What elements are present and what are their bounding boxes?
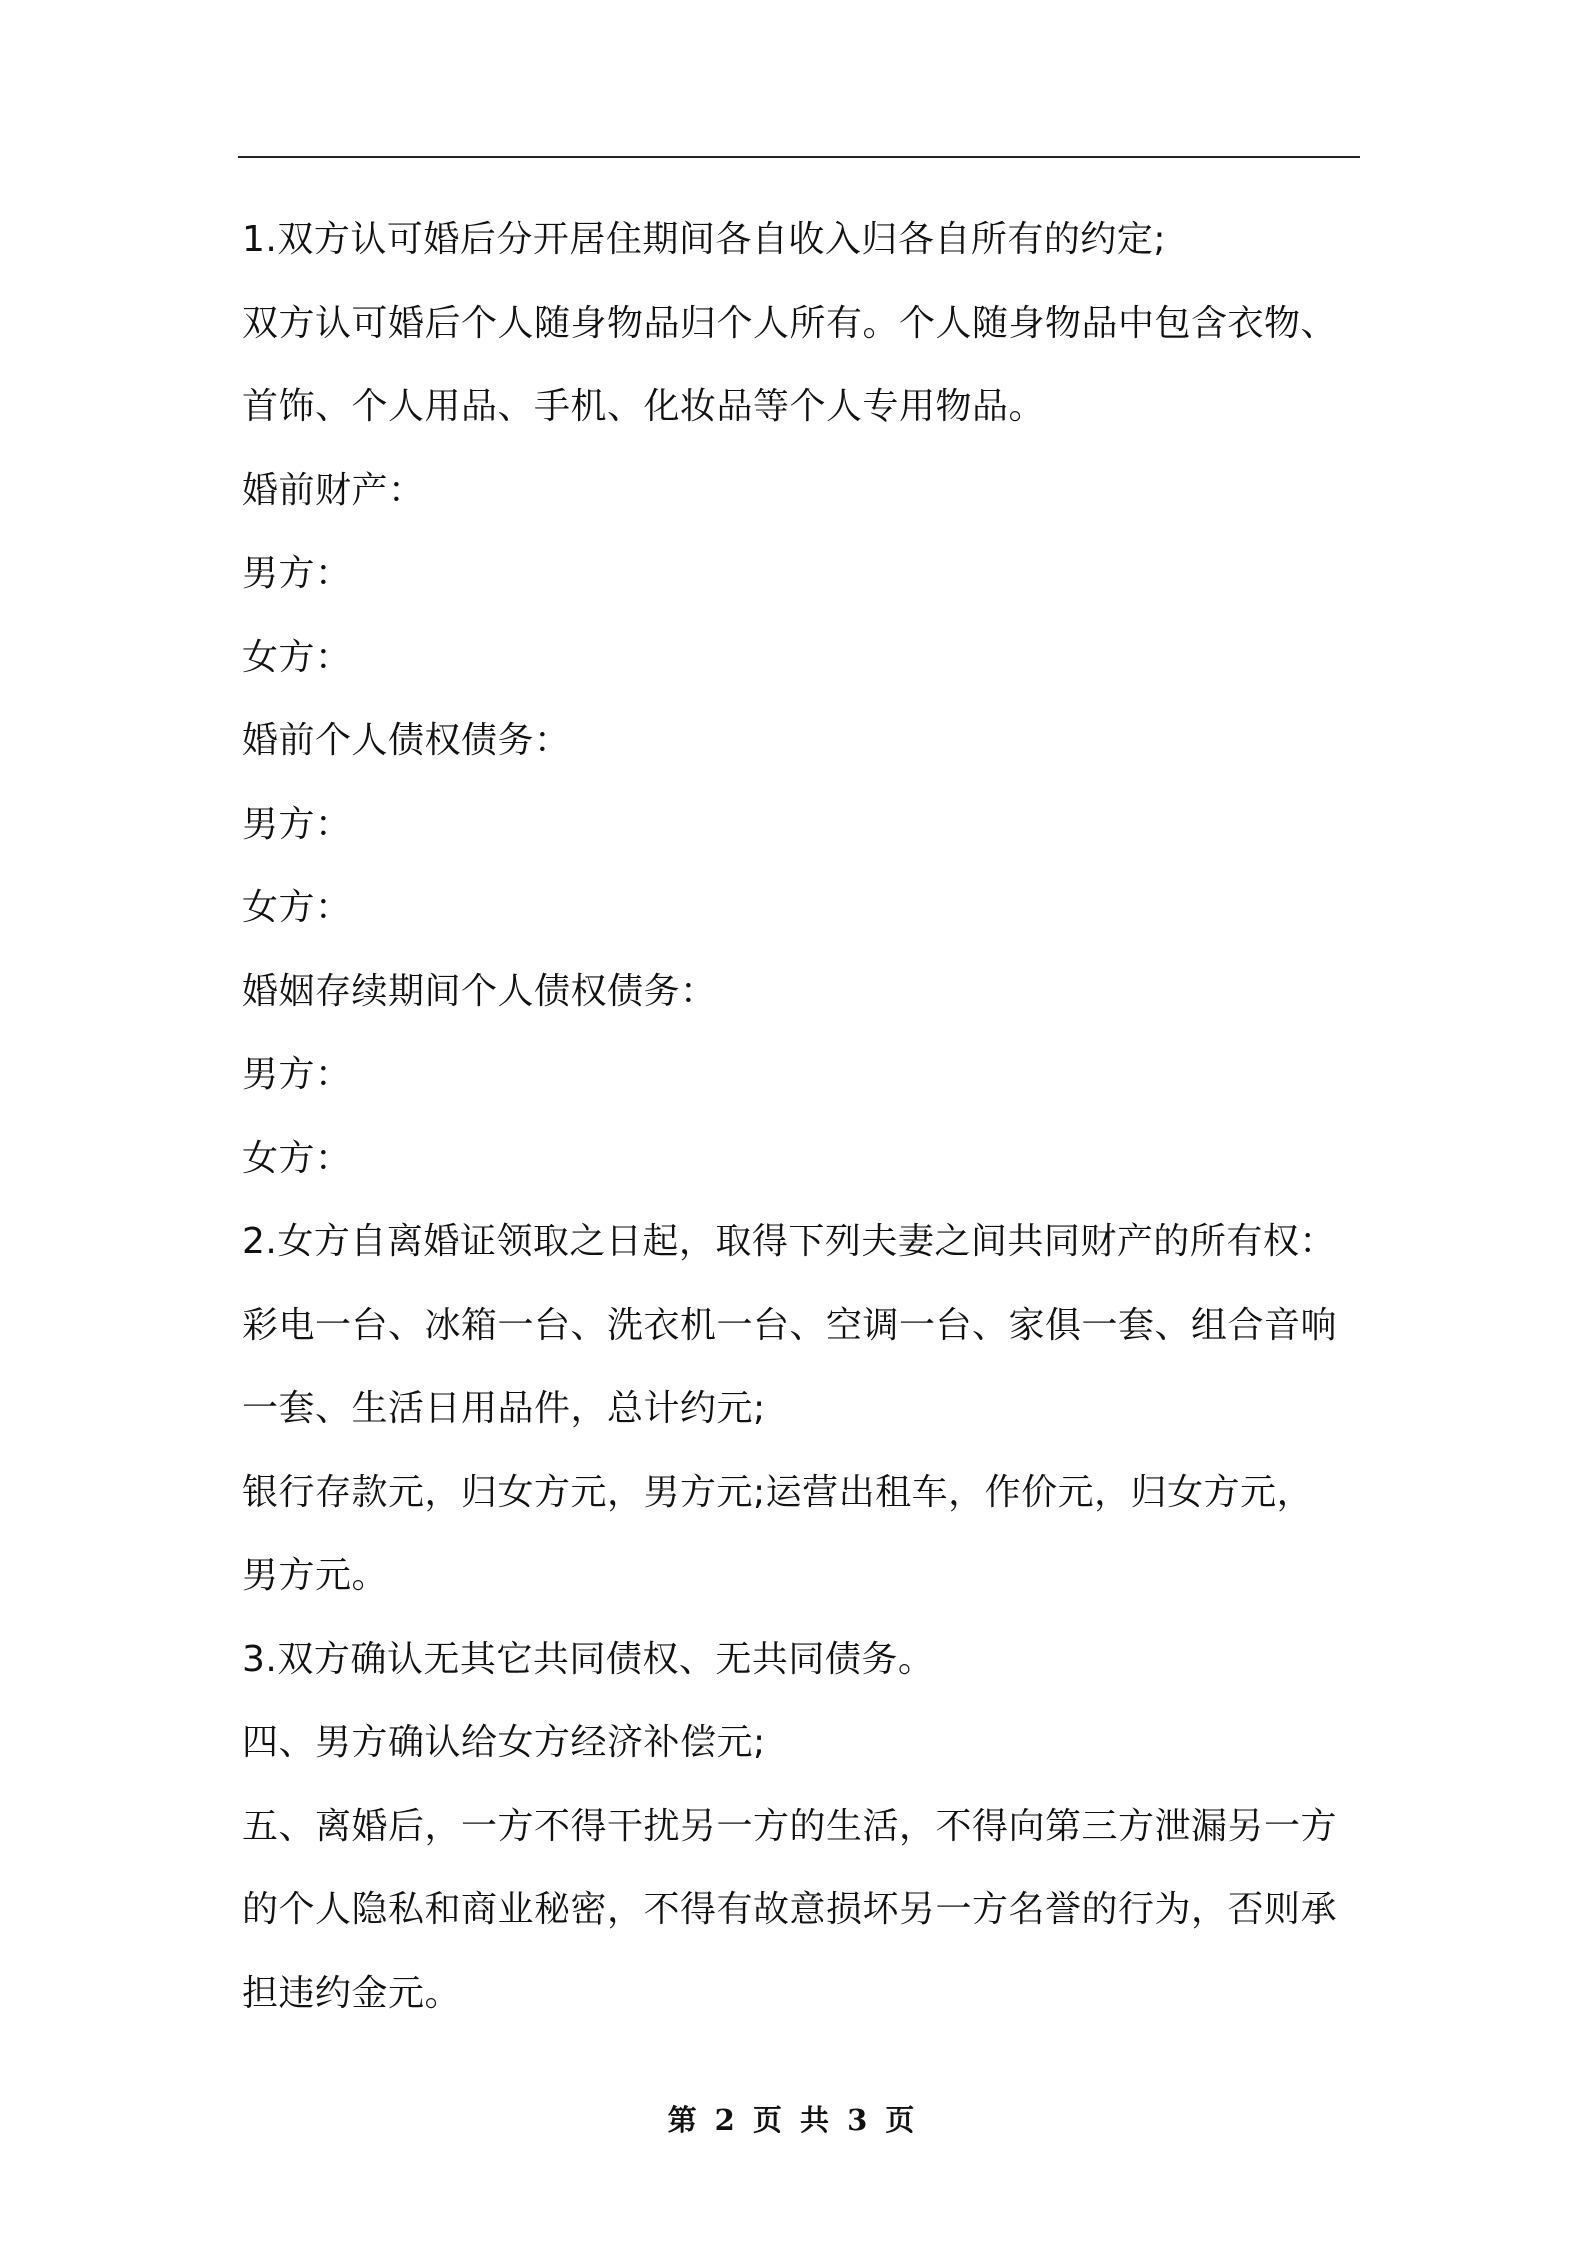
text-line: 女方： [242,1137,352,1179]
text-line: 男方元。 [242,1555,389,1596]
text-line: 3.双方确认无其它共同债权、无共同债务。 [242,1638,935,1680]
page-number: 第 2 页 共 3 页 [667,2103,919,2137]
text-line: 一套、生活日用品件，总计约元; [242,1388,766,1429]
text-line: 婚前财产： [242,469,425,511]
text-line: 1.双方认可婚后分开居住期间各自收入归各自所有的约定; [242,219,1166,260]
text-line: 双方认可婚后个人随身物品归个人所有。个人随身物品中包含衣物、 [242,302,1338,344]
text-line: 彩电一台、冰箱一台、洗衣机一台、空调一台、家俱一套、组合音响 [242,1304,1338,1346]
text-line: 男方： [242,1054,352,1095]
text-line: 五、离婚后，一方不得干扰另一方的生活，不得向第三方泄漏另一方 [242,1805,1338,1847]
text-line: 银行存款元，归女方元，男方元;运营出租车，作价元，归女方元， [242,1471,1314,1513]
document-body [242,198,1362,2035]
text-line: 男方： [242,803,352,845]
text-line: 男方： [242,553,352,594]
header-rule [238,156,1360,158]
text-line: 女方： [242,636,352,678]
text-line: 首饰、个人用品、手机、化妆品等个人专用物品。 [242,386,1046,427]
text-line: 婚前个人债权债务： [242,720,571,761]
text-line: 担违约金元。 [242,1972,462,2014]
text-line: 女方： [242,887,352,928]
text-line: 的个人隐私和商业秘密，不得有故意损坏另一方名誉的行为，否则承 [242,1889,1338,1930]
text-line: 2.女方自离婚证领取之日起，取得下列夫妻之间共同财产的所有权： [242,1221,1336,1262]
text-line: 四、男方确认给女方经济补偿元; [242,1722,766,1763]
text-line: 婚姻存续期间个人债权债务： [242,970,717,1012]
